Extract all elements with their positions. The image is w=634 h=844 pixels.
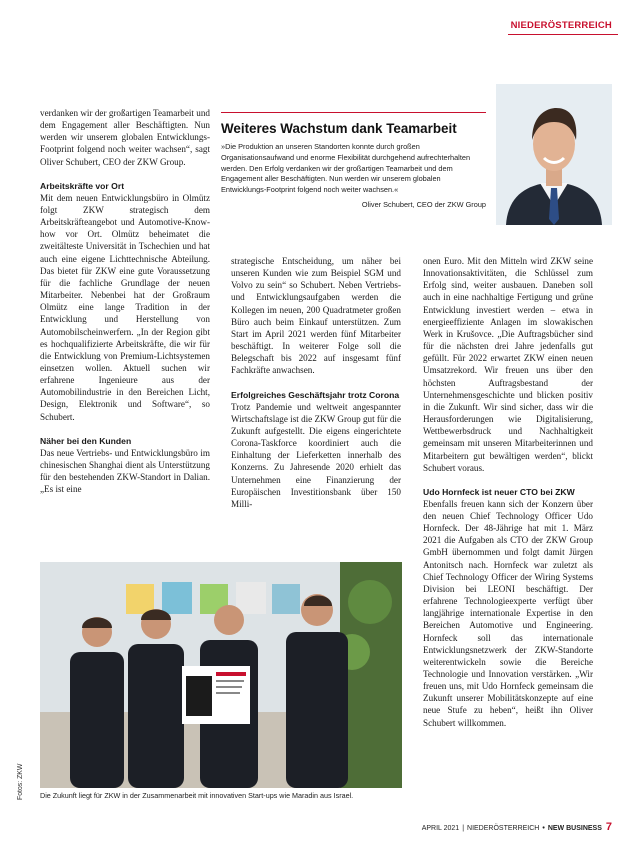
pull-quote-box <box>221 112 486 209</box>
subheading: Näher bei den Kunden <box>40 435 132 446</box>
paragraph: Mit dem neuen Entwicklungsbüro in Olmütz folgt ZKW strategisch dem Arbeitskräfteangebot und Automotive-Know-how vor Ort. Olmütz beheimatet die zweitälteste Universität in Tschechien und hat auch eine eigene Lichttechnische Abteilung. Das bietet für ZKW eine gute Voraussetzung für die fachliche Grundlage der neuen Mitarbeiter. Nebenbei hat der Großraum Olmütz eine lange Tradition in der Entwicklung und Herstellung von Automobilscheinwerfern. „In der Region gibt es hochqualifizierte Arbeitskräfte, die wir für die Entwicklung von Premium-Lichtsystemen einsetzen wollen. Aktuell suchen wir erfahrene Ingenieure aus der Automobilindustrie in den Bereichen Licht, Design, Elektronik und Software“, so Schubert. <box>40 192 210 422</box>
group-photo-illustration <box>40 562 402 788</box>
pull-quote-text: »Die Produktion an unseren Standorten konnte durch großen Organisationsaufwand und enorme Flexibilität durchgehend aufrechterhalten werden. Den Erfolg verdanken wir der großartigen Teamarbeit und dem Engagement aller Beschäftigten. Nun werden wir unserem globalen Entwicklungs-Footprint folgend noch weiter wachsen.« <box>221 142 471 195</box>
paragraph: Trotz Pandemie und weltweit angespannter Wirtschaftslage ist die ZKW Group gut für die Zukunft aufgestellt. Die eigens eingerichtete Corona-Taskforce koordiniert auch die Einhaltung der Lieferketten innerhalb des Konzerns. Zu Jahresende 2020 erhielt das Unternehmen eine Finanzierung der Europäischen Investitionsbank über 150 Milli- <box>231 401 402 509</box>
group-photo <box>40 562 402 788</box>
subheading: Erfolgreiches Geschäftsjahr trotz Corona <box>231 389 400 400</box>
portrait-illustration <box>496 84 612 225</box>
article-column-1 <box>40 107 210 495</box>
page-footer <box>422 821 612 833</box>
paragraph: onen Euro. Mit den Mitteln wird ZKW seine Innovationsaktivitäten, die Schlüssel zum Erfolg sind, weiter ausbauen. Daneben soll auch in eine nachhaltige Fertigung und grüne Entwicklung investiert werden – etwa in energieeffiziente Anlagen im slowakischen Werk in Krušovce. „Die Auftragsbücher sind für die nächsten drei Jahre jedenfalls gut gefüllt. Für 2022 erwartet ZKW einen neuen Umsatzrekord. Wir freuen uns über den höchsten Auftragsbestand der Unternehmensgeschichte und blicken positiv in die Zukunft. Wir sind sicher, dass wir die Herausforderungen wie Digitalisierung, Wettbewerbsdruck und Nachhaltigkeit gemeinsam mit unseren Mitarbeiterinnen und Mitarbeitern gut bewältigen werden“, blickt Schubert voraus. <box>423 256 593 473</box>
footer-bullet: • <box>542 825 545 832</box>
portrait-photo <box>496 84 612 225</box>
paragraph: verdanken wir der großartigen Teamarbeit und dem Engagement aller Beschäftigten. Nun werden wir unserem globalen Entwicklungs-Footprint folgend noch weiter wachsen“, sagt Oliver Schubert, CEO der ZKW Group. <box>40 108 210 167</box>
pull-quote-title: Weiteres Wachstum dank Teamarbeit <box>221 121 457 136</box>
photo-caption: Die Zukunft liegt für ZKW in der Zusammenarbeit mit innovativen Start-ups wie Maradin aus Israel. <box>40 791 354 800</box>
issue-date: APRIL 2021 <box>421 825 460 832</box>
photo-credit: Fotos: ZKW <box>17 763 24 800</box>
magazine-name: NEW BUSINESS <box>547 825 602 832</box>
article-column-2 <box>231 255 401 510</box>
pull-quote-author: Oliver Schubert, CEO der ZKW Group <box>361 199 486 209</box>
paragraph: strategische Entscheidung, um näher bei unseren Kunden wie zum Beispiel SGM und Volvo zu sein“ so Schubert. Neben Vertriebs- und Entwicklungsaufgaben werden die Kollegen im neuen, 200 Quadratmeter großen Büro auch beim Einkauf unterstützen. Zum Start im April 2021 werden fünf Mitarbeiter beschäftigt. In weiterer Folge soll die Belegschaft bis 2022 auf insgesamt fünf Fachkräfte anwachsen. <box>231 256 401 376</box>
paragraph: Das neue Vertriebs- und Entwicklungsbüro im chinesischen Shanghai dient als Unterstützung für den bestehenden ZKW-Standort in Dalian. „Es ist eine <box>40 447 210 495</box>
subheading: Udo Hornfeck ist neuer CTO bei ZKW <box>423 486 575 497</box>
page-number: 7 <box>605 821 612 833</box>
footer-section: NIEDERÖSTERREICH <box>467 825 540 832</box>
paragraph: Ebenfalls freuen kann sich der Konzern über den neuen Chief Technology Officer Udo Hornfeck. Der 48-Jährige hat mit 1. März 2021 die Aufgaben als CTO der ZKW Group GmbH übernommen und folgt damit Jürgen Antonitsch nach. Hornfeck war zuletzt als Chief Technology Officer der Wiring Systems Division bei LEONI beschäftigt. Der erfahrene Technologieexperte verfügt über langjährige internationale Expertise in den Bereichen Automotive und Engineering. Hornfeck soll das internationale Entwicklungsnetzwerk der ZKW-Standorte weiterentwickeln sowie die Bereiche Technologie und Innovation verstärken. „Wir freuen uns, mit Udo Hornfeck gemeinsam die Zukunft unserer Mobilitätskonzepte auf eine neue Stufe zu heben“, heißt ihn Oliver Schubert willkommen. <box>423 498 593 728</box>
section-divider <box>508 34 618 35</box>
subheading: Arbeitskräfte vor Ort <box>40 180 125 191</box>
article-column-3 <box>423 255 593 729</box>
footer-separator: | <box>462 825 465 832</box>
section-tag: NIEDERÖSTERREICH <box>510 20 612 31</box>
